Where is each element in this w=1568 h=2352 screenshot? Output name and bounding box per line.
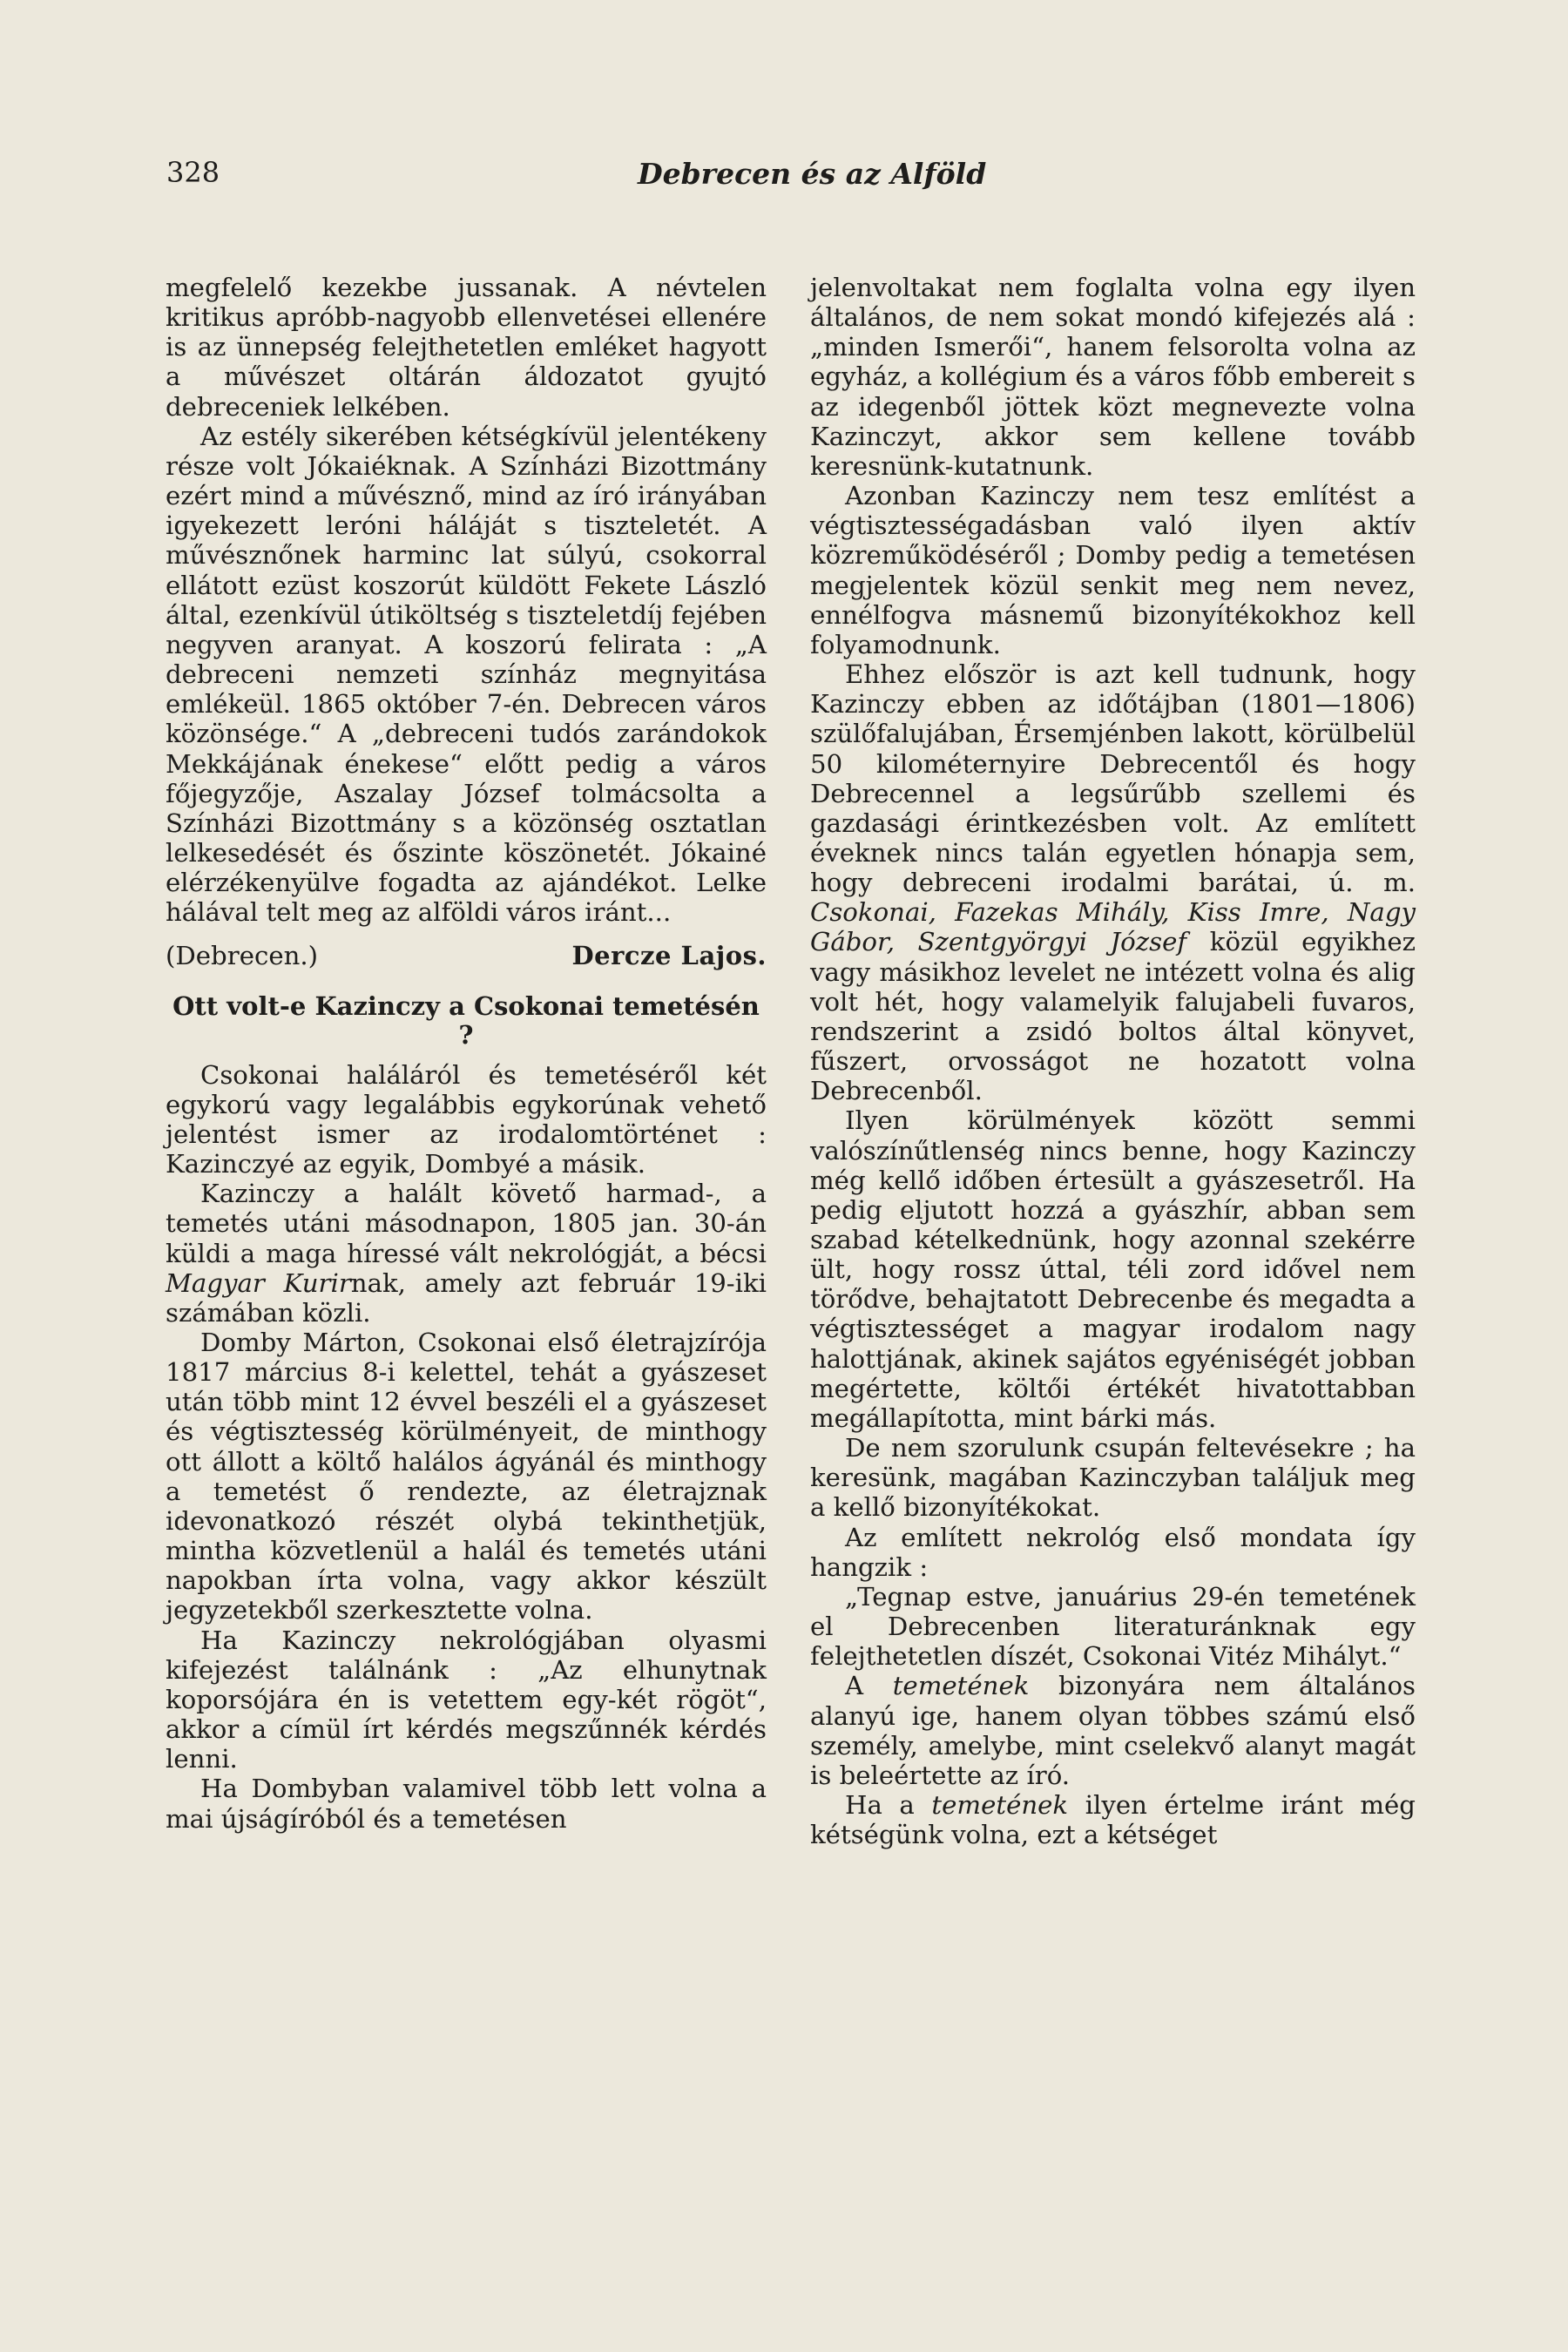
paragraph: Kazinczy a halált követő harmad-, a temetés utáni másodnapon, 1805 jan. 30-án küldi a maga híressé vált nekrológját, a bécsi Magyar Kurirnak, amely azt február 19-iki számában közli. <box>166 1179 767 1328</box>
italic-text: temetének <box>892 1671 1030 1701</box>
paragraph: Ha Dombyban valamivel több lett volna a mai újságíróból és a temetésen <box>166 1774 767 1834</box>
paragraph: Az estély sikerében kétségkívül jelentékeny része volt Jókaiéknak. A Színházi Bizottmány ezért mind a művésznő, mind az író irányában igyekezett leróni háláját s tiszteletét. A művésznőnek harminc lat súlyú, csokorral ellátott ezüst koszorút küldött Fekete László által, ezenkívül útiköltség s tiszteletdíj fejében negyven aranyat. A koszorú felirata : „A debreceni nemzeti színház megnyitása emlékeül. 1865 október 7-én. Debrecen város közönsége.“ A „debreceni tudós zarándokok Mekkájának énekese“ előtt pedig a város főjegyzője, Aszalay József tolmácsolta a Színházi Bizottmány s a közönség osztatlan lelkesedését és őszinte köszönetét. Jókainé elérzékenyülve fogadta az ajándékot. Lelke hálával telt meg az alföldi város iránt... <box>166 421 767 928</box>
paragraph: Azonban Kazinczy nem tesz említést a végtisztességadásban való ilyen aktív közreműködéséről ; Domby pedig a temetésen megjelentek közül senkit meg nem nevez, ennélfogva másnemű bizonyítékokhoz kell folyamodnunk. <box>810 481 1416 659</box>
page-number: 328 <box>166 156 220 189</box>
paragraph: Ilyen körülmények között semmi valószínűtlenség nincs benne, hogy Kazinczy még kellő időben értesült a gyászesetről. Ha pedig eljutott hozzá a gyászhír, abban sem szabad kételkednünk, hogy azonnal szekérre ült, hogy rossz úttal, téli zord idővel nem törődve, behajtatott Debrecenbe és megadta a végtisztességet a magyar irodalom nagy halottjának, akinek sajátos egyéniségét jobban megértette, költői értékét hivatottabban megállapította, mint bárki más. <box>810 1105 1416 1433</box>
paragraph: Csokonai haláláról és temetéséről két egykorú vagy legalábbis egykorúnak vehető jelentést ismer az irodalomtörténet : Kazinczyé az egyik, Dombyé a másik. <box>166 1059 767 1179</box>
quotation: „Tegnap estve, januárius 29-én temetének el Debrecenben literaturánknak egy felejthetetlen díszét, Csokonai Vitéz Mihályt.“ <box>810 1581 1416 1672</box>
italic-text: Csokonai, Fazekas Mihály, Kiss Imre, Nagy Gábor, Szentgyörgyi József <box>810 897 1416 957</box>
paragraph: A temetének bizonyára nem általános alanyú ige, hanem olyan többes számú első személy, amelybe, mint cselekvő alanyt magát is beleértette az író. <box>810 1671 1416 1790</box>
running-title: Debrecen és az Alföld <box>638 157 987 191</box>
paragraph: Az említett nekrológ első mondata így hangzik : <box>810 1522 1416 1582</box>
paragraph: megfelelő kezekbe jussanak. A névtelen kritikus apróbb-nagyobb ellenvetései ellenére is az ünnepség felejthetetlen emléket hagyott a művészet oltárán áldozatot gyujtó debreceniek lelkében. <box>166 273 767 422</box>
paragraph: Ha a temetének ilyen értelme iránt még kétségünk volna, ezt a kétséget <box>810 1789 1416 1850</box>
article-signature <box>166 941 767 970</box>
signature-place: (Debrecen.) <box>166 941 319 971</box>
paragraph: De nem szorulunk csupán feltevésekre ; ha keresünk, magában Kazinczyban találjuk meg a kellő bizonyítékokat. <box>810 1433 1416 1523</box>
paragraph: Domby Márton, Csokonai első életrajzírója 1817 március 8-i kelettel, tehát a gyászeset után több mint 12 évvel beszéli el a gyászeset és végtisztesség körülményeit, de minthogy ott állott a költő halálos ágyánál és minthogy a temetést ő rendezte, az életrajznak idevonatkozó részét olybá tekinthetjük, mintha közvetlenül a halál és temetés utáni napokban írta volna, vagy akkor készült jegyzetekből szerkesztette volna. <box>166 1328 767 1625</box>
paragraph: Ha Kazinczy nekrológjában olyasmi kifejezést találnánk : „Az elhunytnak koporsójára én is vetettem egy-két rögöt“, akkor a címül írt kérdés megszűnnék kérdés lenni. <box>166 1625 767 1774</box>
italic-text: temetének <box>931 1789 1069 1820</box>
paragraph: jelenvoltakat nem foglalta volna egy ilyen általános, de nem sokat mondó kifejezés alá : „minden Ismerői“, hanem felsorolta volna az egyház, a kollégium és a város főbb embereit s az idegenből jöttek közt megnevezte volna Kazinczyt, akkor sem kellene tovább keresnünk-kutatnunk. <box>810 273 1416 481</box>
section-title: Ott volt-e Kazinczy a Csokonai temetésén ? <box>172 990 760 1050</box>
left-column <box>166 273 767 1834</box>
paragraph: Ehhez először is azt kell tudnunk, hogy Kazinczy ebben az időtájban (1801—1806) szülőfalujában, Érsemjénben lakott, körülbelül 50 kilométernyire Debrecentől és hogy Debrecennel a legsűrűbb szellemi és gazdasági érintkezésben volt. Az említett éveknek nincs talán egyetlen hónapja sem, hogy debreceni irodalmi barátai, ú. m. Csokonai, Fazekas Mihály, Kiss Imre, Nagy Gábor, Szentgyörgyi József közül egyikhez vagy másikhoz levelet ne intézett volna és alig volt hét, hogy valamelyik falujabeli fuvaros, rendszerint a zsidó boltos által könyvet, fűszert, orvosságot ne hozatott volna Debrecenből. <box>810 659 1416 1106</box>
right-column <box>810 273 1416 1849</box>
signature-author: Dercze Lajos. <box>571 941 767 971</box>
italic-text: Magyar Kurir <box>166 1267 351 1298</box>
